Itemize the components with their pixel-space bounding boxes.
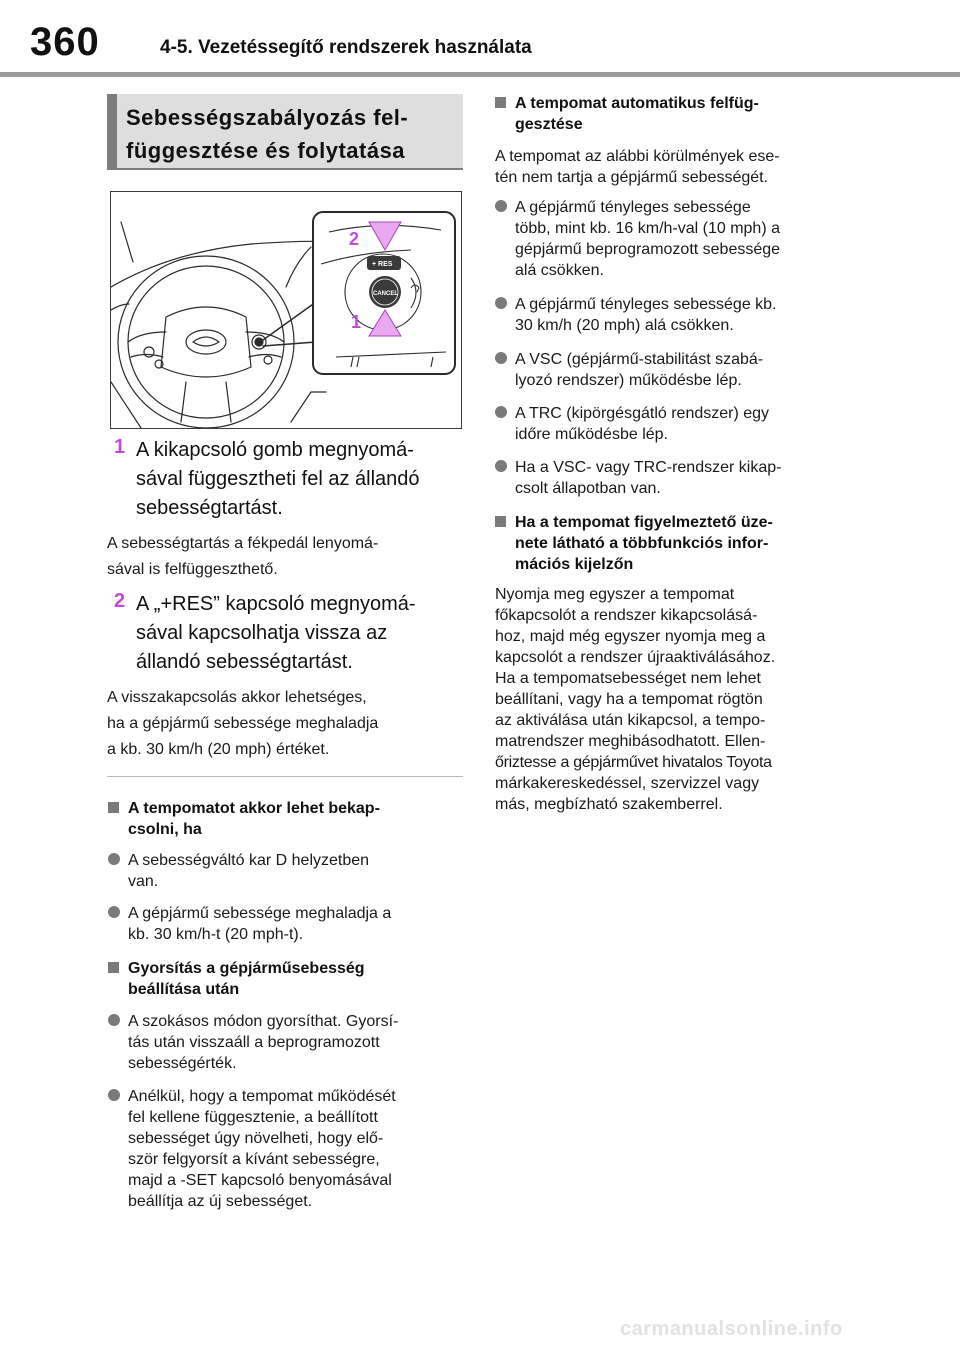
- round-bullet-icon: [495, 460, 507, 472]
- section-title-line-1: Sebességszabályozás fel-: [126, 105, 409, 130]
- heading-line: nete látható a többfunkciós infor-: [515, 535, 769, 552]
- step-text: [136, 590, 476, 677]
- note-line: ha a gépjármű sebessége meghaladja: [107, 715, 379, 732]
- bullet-line: A gépjármű tényleges sebessége: [515, 199, 751, 216]
- bullet-line: A szokásos módon gyorsíthat. Gyorsí-: [128, 1013, 399, 1030]
- bullet-line: sebességérték.: [128, 1055, 237, 1072]
- heading-line: beállítása után: [128, 981, 240, 998]
- bullet-line: Anélkül, hogy a tempomat működését: [128, 1088, 396, 1105]
- round-bullet-icon: [108, 1089, 120, 1101]
- step-text-line: sával függesztheti fel az állandó: [136, 468, 420, 490]
- round-bullet-icon: [495, 352, 507, 364]
- subheading-activation-conditions: [108, 798, 468, 840]
- note-line: A visszakapcsolás akkor lehetséges,: [107, 689, 367, 706]
- switch-callout-box: [313, 212, 455, 374]
- bullet-line: alá csökken.: [515, 262, 604, 279]
- step-1-note: [107, 531, 467, 583]
- para-line: az aktiválása után kikapcsol, a tempo-: [495, 712, 766, 729]
- subheading-acceleration: [108, 958, 468, 1000]
- round-bullet-icon: [108, 906, 120, 918]
- warning-paragraph: [495, 584, 870, 815]
- callout-number-2: 2: [349, 229, 360, 249]
- para-line: Nyomja meg egyszer a tempomat: [495, 586, 735, 603]
- watermark: carmanualsonline.info: [620, 1318, 843, 1340]
- page-number: 360: [30, 20, 100, 64]
- para-line: kapcsolót a rendszer újraaktiválásához.: [495, 649, 776, 666]
- bullet-line: van.: [128, 873, 159, 890]
- list-item: [108, 903, 468, 945]
- square-bullet-icon: [108, 802, 119, 813]
- section-divider: [107, 776, 463, 777]
- para-line: márkakereskedéssel, szervizzel vagy: [495, 775, 760, 792]
- bullet-line: időre működésbe lép.: [515, 426, 668, 443]
- step-text: [136, 436, 476, 523]
- step-number: 1: [114, 436, 126, 458]
- para-line: tén nem tartja a gépjármű sebességét.: [495, 169, 769, 186]
- bullet-line: sebességet úgy növelheti, hogy elő-: [128, 1130, 384, 1147]
- round-bullet-icon: [108, 1014, 120, 1026]
- bullet-line: csolt állapotban van.: [515, 480, 661, 497]
- subheading-warning-message: [495, 512, 865, 575]
- step-text-line: sebességtartást.: [136, 497, 283, 519]
- para-line: főkapcsolót a rendszer kikapcsolásá-: [495, 607, 758, 624]
- para-line: matrendszer meghibásodhatott. Ellen-: [495, 733, 766, 750]
- step-2-note: [107, 685, 467, 763]
- square-bullet-icon: [495, 516, 506, 527]
- heading-line: mációs kijelzőn: [515, 556, 634, 573]
- bullet-line: tás után visszaáll a beprogramozott: [128, 1034, 380, 1051]
- bullet-line: ször felgyorsít a kívánt sebességre,: [128, 1151, 380, 1168]
- list-item: [108, 1011, 468, 1074]
- steering-wheel-illustration: [110, 191, 462, 429]
- list-item: [495, 349, 865, 391]
- cancel-button-label: CANCEL: [373, 291, 398, 297]
- note-line: A sebességtartás a fékpedál lenyomá-: [107, 535, 379, 552]
- para-line: A tempomat az alábbi körülmények ese-: [495, 148, 780, 165]
- bullet-line: A VSC (gépjármű-stabilitást szabá-: [515, 351, 764, 368]
- list-item: [495, 294, 865, 336]
- square-bullet-icon: [495, 97, 506, 108]
- bullet-line: fel kellene függesztenie, a beállított: [128, 1109, 378, 1126]
- heading-line: Gyorsítás a gépjárműsebesség: [128, 960, 365, 977]
- round-bullet-icon: [495, 200, 507, 212]
- round-bullet-icon: [108, 853, 120, 865]
- list-item: [108, 1086, 468, 1212]
- list-item: [108, 850, 468, 892]
- heading-line: gesztése: [515, 116, 583, 133]
- intro-paragraph: [495, 146, 865, 188]
- bullet-line: A gépjármű sebessége meghaladja a: [128, 905, 392, 922]
- step-text-line: A „+RES” kapcsoló megnyomá-: [136, 593, 416, 615]
- bullet-line: A sebességváltó kar D helyzetben: [128, 852, 370, 869]
- res-switch-label: + RES: [372, 261, 393, 268]
- heading-line: A tempomat automatikus felfüg-: [515, 95, 759, 112]
- list-item: [495, 457, 865, 499]
- section-title-line-2: függesztése és folytatása: [126, 138, 406, 163]
- para-line: hoz, majd még egyszer nyomja meg a: [495, 628, 766, 645]
- note-line: a kb. 30 km/h (20 mph) értéket.: [107, 741, 330, 758]
- bullet-line: Ha a VSC- vagy TRC-rendszer kikap-: [515, 459, 782, 476]
- step-text-line: állandó sebességtartást.: [136, 651, 353, 673]
- bullet-line: A TRC (kipörgésgátló rendszer) egy: [515, 405, 770, 422]
- subheading-automatic-suspension: [495, 93, 865, 135]
- heading-line: csolni, ha: [128, 821, 202, 838]
- step-number: 2: [114, 590, 126, 612]
- bullet-line: gépjármű beprogramozott sebessége: [515, 241, 781, 258]
- bullet-line: beállítja az új sebességet.: [128, 1193, 313, 1210]
- bullet-line: lyozó rendszer) működésbe lép.: [515, 372, 742, 389]
- section-heading-box: [107, 94, 463, 170]
- steering-wheel-drawing: [111, 192, 461, 428]
- square-bullet-icon: [108, 962, 119, 973]
- bullet-line: 30 km/h (20 mph) alá csökken.: [515, 317, 734, 334]
- bullet-line: kb. 30 km/h-t (20 mph-t).: [128, 926, 304, 943]
- para-line: beállítani, vagy ha a tempomat rögtön: [495, 691, 763, 708]
- heading-line: Ha a tempomat figyelmeztető üze-: [515, 514, 773, 531]
- round-bullet-icon: [495, 406, 507, 418]
- step-text-line: A kikapcsoló gomb megnyomá-: [136, 439, 414, 461]
- note-line: sával is felfüggeszthető.: [107, 561, 278, 578]
- step-text-line: sával kapcsolhatja vissza az: [136, 622, 388, 644]
- list-item: [495, 403, 865, 445]
- bullet-line: majd a -SET kapcsoló benyomásával: [128, 1172, 392, 1189]
- para-line: más, megbízható szakemberrel.: [495, 796, 723, 813]
- callout-number-1: 1: [351, 312, 362, 332]
- bullet-line: A gépjármű tényleges sebessége kb.: [515, 296, 777, 313]
- chapter-title: 4-5. Vezetéssegítő rendszerek használata: [160, 37, 532, 58]
- para-line: Ha a tempomatsebességet nem lehet: [495, 670, 761, 687]
- para-line: őriztesse a gépjárművet hivatalos Toyota: [495, 754, 772, 771]
- header-rule: [0, 72, 960, 77]
- heading-line: A tempomatot akkor lehet bekap-: [128, 800, 380, 817]
- list-item: [495, 197, 865, 281]
- round-bullet-icon: [495, 297, 507, 309]
- bullet-line: több, mint kb. 16 km/h-val (10 mph) a: [515, 220, 780, 237]
